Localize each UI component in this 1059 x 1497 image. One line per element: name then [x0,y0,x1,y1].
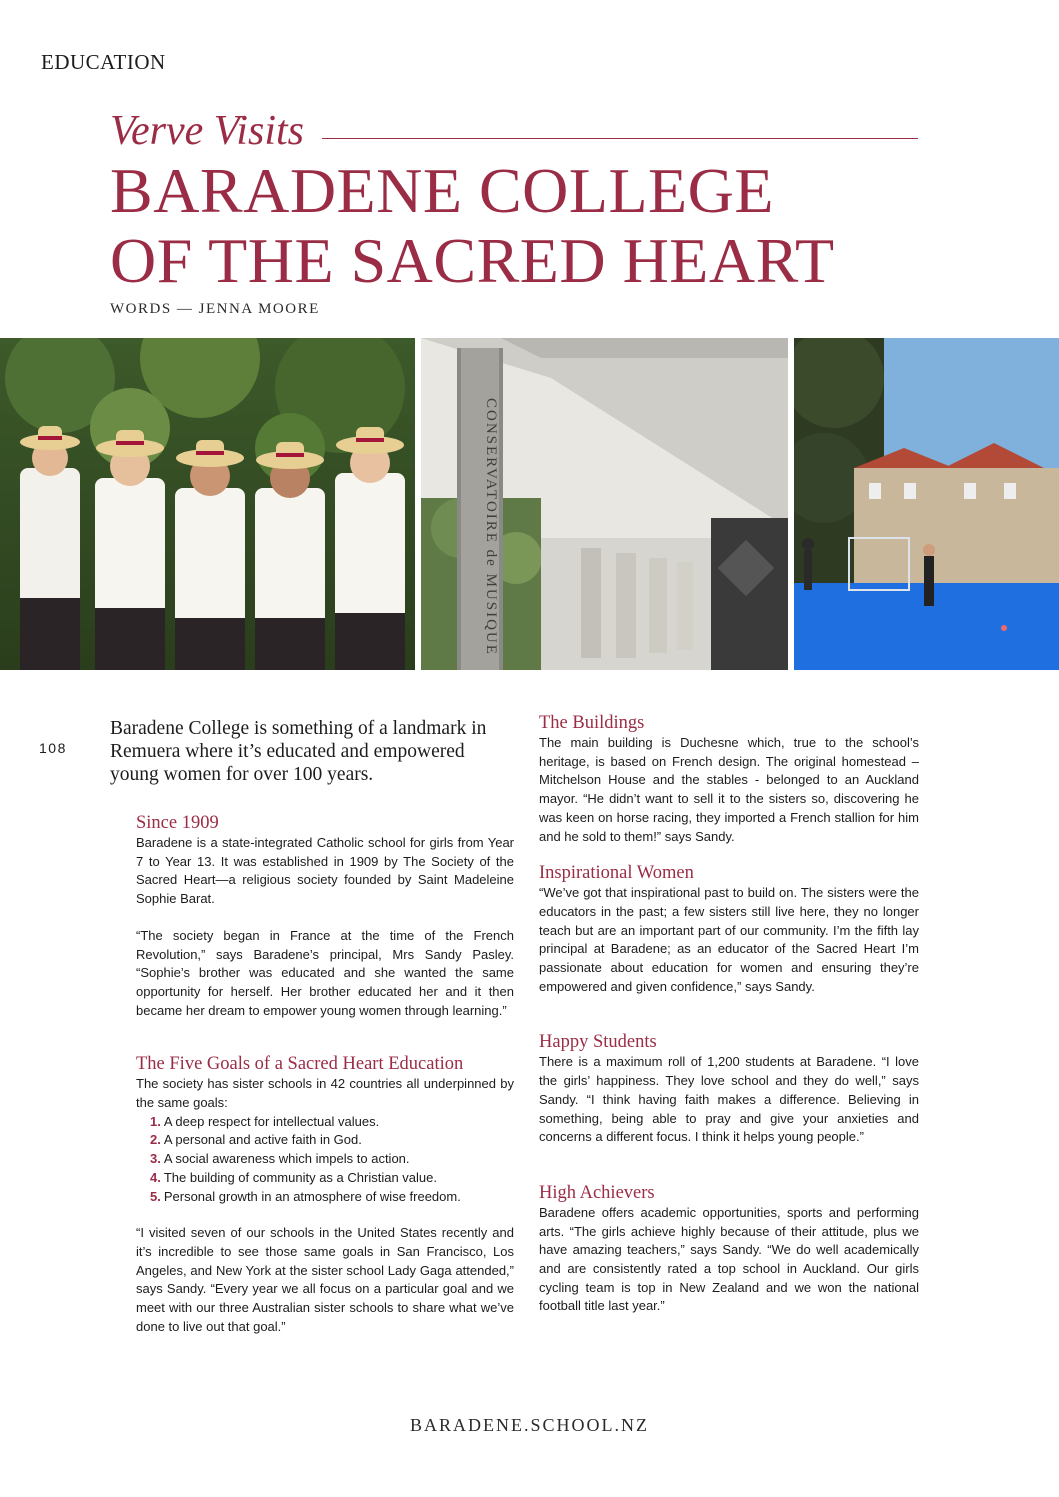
goals-list [150,1113,514,1207]
left-column [136,813,514,1336]
headline-line-2: OF THE SACRED HEART [110,225,835,296]
kicker: Verve Visits [110,108,305,154]
goals-intro: The society has sister schools in 42 countries all underpinned by the same goals: [136,1076,514,1111]
byline: WORDS — JENNA MOORE [110,301,320,317]
since-paragraph-1: Baradene is a state-integrated Catholic school for girls from Year 7 to Year 13. It was established in 1909 by The Society of the Sacred Heart—a religious society founded by Saint Madeleine Sophie Barat. [136,835,514,907]
goal-item: 1. A deep respect for intellectual values. [150,1113,380,1129]
page-number: 108 [39,740,67,756]
heading-happy-students: Happy Students [539,1032,657,1053]
conservatoire-photo [421,338,788,670]
students-photo [0,338,415,670]
footer-url[interactable]: BARADENE.SCHOOL.NZ [409,1415,649,1435]
kicker-rule [322,138,918,139]
building-sign: CONSERVATOIRE de MUSIQUE [483,398,499,656]
photo-strip [0,338,1059,670]
goal-item: 2. A personal and active faith in God. [150,1132,362,1148]
section-label: EDUCATION [41,50,166,74]
goal-item: 5. Personal growth in an atmosphere of wise freedom. [150,1188,461,1204]
goal-item: 4. The building of community as a Christian value. [150,1169,437,1185]
heading-buildings: The Buildings [539,713,645,733]
heading-high-achievers: High Achievers [539,1182,655,1203]
heading-since-1909: Since 1909 [136,813,219,833]
lede: Baradene College is something of a landmark in Remuera where it’s educated and empowered young women for over 100 years. [110,718,487,785]
heading-inspirational-women: Inspirational Women [539,863,694,884]
buildings-text: The main building is Duchesne which, true to the school’s heritage, is based on French design. The original homestead – Mitchelson House and the stables - belonged to an Auckland mayor. “He didn’t want to sell it to the sisters so, discovering he was keen on horse racing, they imported a French stallion for him and he sold to them!” says Sandy. [539,735,919,844]
kicker-row [110,108,918,154]
goals-closing: “I visited seven of our schools in the United States recently and it’s incredible to see those same goals in San Francisco, Los Angeles, and New York at the sister school Lady Gaga attended,” says Sandy. “Every year we all focus on a particular goal and we meet with our three Australian sister schools to share what we’ve done to live out that goal.” [136,1225,514,1334]
hockey-field-photo [794,338,1059,670]
students-text: There is a maximum roll of 1,200 students at Baradene. “I love the girls’ happiness. They love school and they do well,” says Sandy. “I think having faith makes a difference. Believing in something, being able to pray and give your anxieties and concerns a different focus. I think it helps young people.” [539,1054,919,1145]
goal-item: 3. A social awareness which impels to action. [150,1151,410,1167]
women-text: “We’ve got that inspirational past to build on. The sisters were the educators in the past; a few sisters still live here, they no longer teach but are an important part of our community. I’m the fifth lay principal at Baradene; as an educator of the Sacred Heart I’m passionate about education for women and ensuring they’re empowered and given confidence,” says Sandy. [539,885,919,994]
heading-five-goals: The Five Goals of a Sacred Heart Education [136,1054,464,1075]
headline [110,156,835,296]
since-paragraph-2: “The society began in France at the time of the French Revolution,” says Baradene’s principal, Mrs Sandy Pasley. “Sophie’s brother was educated and she wanted the same opportunity for herself. Her brother educated her and it then became her dream to empower young women through learning.” [136,927,514,1018]
headline-line-1: BARADENE COLLEGE [110,155,774,226]
achievers-text: Baradene offers academic opportunities, sports and performing arts. “The girls achieve highly because of their attitude, plus we have amazing teachers,” says Sandy. “We do well academically and are consistently rated a top school in Auckland. Our girls cycling team is top in New Zealand and we won the national football title last year.” [539,1204,919,1314]
right-column [539,713,919,1316]
